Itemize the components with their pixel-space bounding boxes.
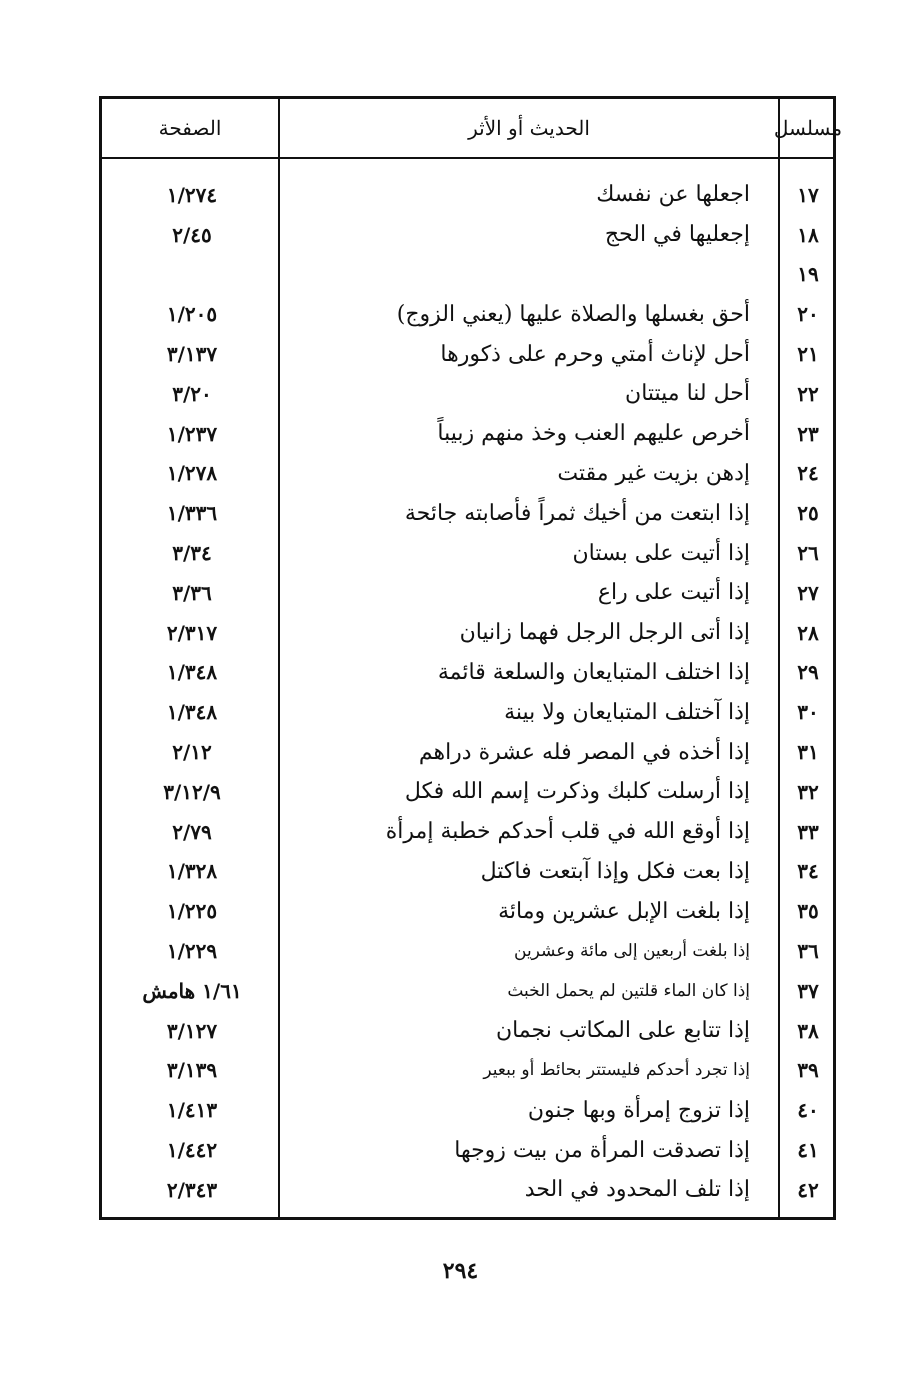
- row-page-reference: ١/٢٧٨: [166, 461, 218, 486]
- row-hadith-text: إذا تجرد أحدكم فليستتر بحائط أو ببعير: [483, 1060, 750, 1081]
- row-number: ٣٠: [797, 700, 819, 725]
- row-page-reference: ١/٣٢٨: [166, 859, 218, 884]
- table-row: [102, 732, 833, 772]
- table-row: [102, 772, 833, 812]
- row-hadith-text: إذا أوقع الله في قلب أحدكم خطبة إمرأة: [385, 819, 750, 845]
- row-hadith-text: إذا أخذه في المصر فله عشرة دراهم: [418, 739, 750, 765]
- row-page-reference: ٣/٣٤: [172, 541, 212, 566]
- table-row: [102, 891, 833, 931]
- row-hadith-text: إذا أتيت على راع: [597, 580, 750, 606]
- row-page-reference: [122, 255, 262, 295]
- row-hadith-text: أحل لنا ميتتان: [625, 381, 750, 407]
- table-row: [102, 1090, 833, 1130]
- page-number: ٢٩٤: [442, 1258, 479, 1284]
- table-row: [102, 971, 833, 1011]
- row-number: ١٨: [797, 222, 819, 247]
- row-number: ١٧: [797, 182, 819, 207]
- row-number: ٣٦: [797, 939, 819, 964]
- row-number: ٣٤: [797, 859, 819, 884]
- table-row: [102, 852, 833, 892]
- row-hadith-text: إذا اختلف المتبايعان والسلعة قائمة: [437, 659, 750, 685]
- row-hadith-text: إدهن بزيت غير مقتت: [557, 460, 750, 486]
- row-page-reference: ٣/١٢/٩: [163, 779, 221, 804]
- table-row: [102, 175, 833, 215]
- row-number: ٢٥: [797, 501, 819, 526]
- row-page-reference: ١/٣٣٦: [166, 501, 218, 526]
- row-page-reference: ١/٢٧٤: [166, 182, 218, 207]
- row-page-reference: ١/٤١٣: [166, 1098, 218, 1123]
- row-hadith-text: إجعليها في الحج: [604, 222, 750, 248]
- row-page-reference: ٣/٣٦: [172, 580, 212, 605]
- row-hadith-text: إذا كان الماء قلتين لم يحمل الخبث: [507, 980, 750, 1001]
- header-divider: [102, 157, 833, 159]
- table-row: [102, 533, 833, 573]
- row-number: ٢٨: [797, 620, 819, 645]
- row-page-reference: ١/٣٤٨: [166, 700, 218, 725]
- row-hadith-text: إذا أرسلت كلبك وذكرت إسم الله فكل: [404, 779, 750, 805]
- row-number: ٢٣: [797, 421, 819, 446]
- table-row: [102, 255, 833, 295]
- row-number: ٣٧: [797, 978, 819, 1003]
- row-hadith-text: إذا تتابع على المكاتب نجمان: [495, 1018, 750, 1044]
- row-hadith-text: إذا ابتعت من أخيك ثمراً فأصابته جائحة: [404, 500, 750, 526]
- row-hadith-text: إذا أتى الرجل الرجل فهما زانيان: [459, 620, 750, 646]
- table-row: [102, 1051, 833, 1091]
- row-hadith-text: أخرص عليهم العنب وخذ منهم زبيباً: [437, 421, 750, 447]
- row-number: ٣١: [797, 740, 819, 765]
- row-number: ٢٤: [797, 461, 819, 486]
- row-number: ٤١: [797, 1138, 819, 1163]
- table-body: [102, 175, 833, 1210]
- row-hadith-text: إذا بعت فكل وإذا آبتعت فاكتل: [480, 858, 750, 884]
- row-number: ٤٠: [797, 1098, 819, 1123]
- row-hadith-text: إذا بلغت أربعين إلى مائة وعشرين: [514, 941, 750, 962]
- row-number: ٢٠: [797, 302, 819, 327]
- table-row: [102, 414, 833, 454]
- table-row: [102, 613, 833, 653]
- row-page-reference: ١/٢٠٥: [166, 302, 218, 327]
- table-row: [102, 454, 833, 494]
- row-page-reference: ١/٢٣٧: [166, 421, 218, 446]
- row-number: ٣٥: [797, 899, 819, 924]
- row-page-reference: ٣/١٣٩: [166, 1058, 218, 1083]
- table-row: [102, 931, 833, 971]
- row-hadith-text: إذا تصدقت المرأة من بيت زوجها: [454, 1137, 750, 1163]
- row-page-reference: ٢/١٢: [172, 740, 212, 765]
- row-page-reference: ٢/٧٩: [172, 819, 212, 844]
- row-number: ٣٢: [797, 779, 819, 804]
- row-number: ٤٢: [797, 1177, 819, 1202]
- table-row: [102, 374, 833, 414]
- table-row: [102, 1170, 833, 1210]
- row-page-reference: ٣/٢٠: [172, 381, 212, 406]
- row-number: ٣٨: [797, 1018, 819, 1043]
- row-page-reference: ٢/٣١٧: [166, 620, 218, 645]
- row-hadith-text: أحق بغسلها والصلاة عليها (يعني الزوج): [396, 301, 750, 327]
- table-row: [102, 215, 833, 255]
- row-number: ٣٣: [797, 819, 819, 844]
- row-page-reference: ١/٦١ هامش: [142, 978, 242, 1003]
- row-number: ٢٧: [797, 580, 819, 605]
- row-number: ٢١: [797, 342, 819, 367]
- row-page-reference: ١/٤٤٢: [166, 1138, 218, 1163]
- row-page-reference: ٣/١٣٧: [166, 342, 218, 367]
- table-row: [102, 1130, 833, 1170]
- row-number: ٢٩: [797, 660, 819, 685]
- row-page-reference: ١/٣٤٨: [166, 660, 218, 685]
- table-row: [102, 573, 833, 613]
- table-row: [102, 334, 833, 374]
- table-row: [102, 1011, 833, 1051]
- row-hadith-text: إذا تلف المحدود في الحد: [524, 1177, 750, 1203]
- row-hadith-text: [292, 255, 750, 295]
- row-page-reference: ١/٢٢٥: [166, 899, 218, 924]
- row-hadith-text: إذا آختلف المتبايعان ولا بينة: [504, 699, 750, 725]
- row-number: ١٩: [797, 262, 819, 287]
- row-hadith-text: إذا تزوج إمرأة وبها جنون: [527, 1097, 750, 1123]
- row-hadith-text: إذا أتيت على بستان: [572, 540, 750, 566]
- table-row: [102, 692, 833, 732]
- row-number: ٢٦: [797, 541, 819, 566]
- header-number: مسلسل: [773, 116, 843, 140]
- row-number: ٣٩: [797, 1058, 819, 1083]
- row-hadith-text: أحل لإناث أمتي وحرم على ذكورها: [440, 341, 750, 367]
- row-number: ٢٢: [797, 381, 819, 406]
- row-page-reference: ٢/٤٥: [172, 222, 212, 247]
- hadith-index-table: [99, 96, 843, 1220]
- row-page-reference: ١/٢٢٩: [166, 939, 218, 964]
- row-page-reference: ٢/٣٤٣: [166, 1177, 218, 1202]
- table-row: [102, 653, 833, 693]
- header-page: الصفحة: [158, 116, 222, 140]
- table-row: [102, 812, 833, 852]
- header-hadith: الحديث أو الأثر: [468, 116, 590, 140]
- table-row: [102, 493, 833, 533]
- row-hadith-text: اجعلها عن نفسك: [596, 182, 750, 208]
- table-row: [102, 294, 833, 334]
- row-hadith-text: إذا بلغت الإبل عشرين ومائة: [498, 898, 750, 924]
- row-page-reference: ٣/١٢٧: [166, 1018, 218, 1043]
